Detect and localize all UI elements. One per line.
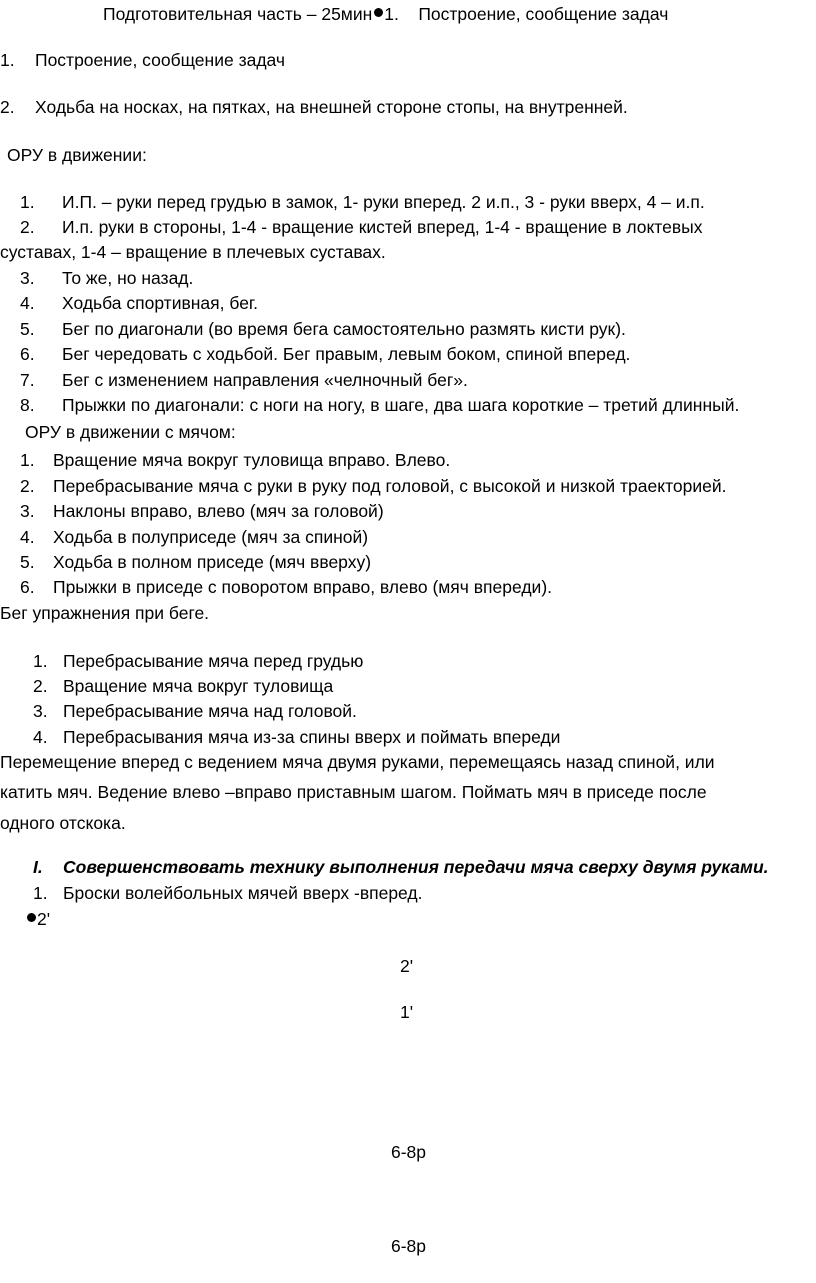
list-item: И.п. руки в стороны, 1-4 - вращение кистей вперед, 1-4 - вращение в локтевых [62,217,703,237]
header-first-item: 1. Построение, сообщение задач [384,4,669,24]
oru-heading: ОРУ в движении: [7,145,147,165]
list-number: 6. [20,344,35,364]
list-item: Броски волейбольных мячей вверх -вперед. [63,883,423,903]
list-item: Построение, сообщение задач [35,50,286,70]
list-number: 2. [20,217,35,237]
list-number: 6. [20,577,35,597]
paragraph-line: одного отскока. [0,813,126,833]
list-number: 3. [20,501,35,521]
section-title: Совершенствовать технику выполнения передачи мяча сверху двумя руками. [63,857,769,877]
bullet-icon [374,8,383,17]
reps-value: 6-8р [391,1236,427,1256]
list-number: 1. [0,50,15,70]
list-number: 2. [33,676,48,696]
list-item: То же, но назад. [62,268,194,288]
list-number: 8. [20,395,35,415]
list-number: 3. [33,701,48,721]
list-number: 1. [33,883,48,903]
ball-heading: ОРУ в движении с мячом: [25,422,236,442]
time-value: 2' [400,956,414,976]
list-number: 1. [20,450,35,470]
list-number: 2. [20,476,35,496]
header-line [103,6,668,24]
list-number: 4. [33,727,48,747]
list-item: Ходьба в полуприседе (мяч за спиной) [53,527,369,547]
bullet-value: 2' [37,909,51,929]
list-item: Перебрасывания мяча из-за спины вверх и поймать впереди [63,727,561,747]
list-item: Бег чередовать с ходьбой. Бег правым, левым боком, спиной вперед. [62,344,631,364]
list-number: 5. [20,552,35,572]
list-item: Ходьба в полном приседе (мяч вверху) [53,552,372,572]
list-number: 4. [20,527,35,547]
list-item: Наклоны вправо, влево (мяч за головой) [53,501,384,521]
bullet-icon [27,913,36,922]
list-number: 4. [20,293,35,313]
list-item: Перебрасывание мяча с руки в руку под головой, с высокой и низкой траекторией. [53,476,727,496]
list-item-continuation: суставах, 1-4 – вращение в плечевых суставах. [0,242,386,262]
list-number: 3. [20,268,35,288]
list-item: Перебрасывание мяча перед грудью [63,651,364,671]
list-number: 7. [20,370,35,390]
list-item: Перебрасывание мяча над головой. [63,701,357,721]
list-item: Бег по диагонали (во время бега самостоятельно размять кисти рук). [62,319,626,339]
paragraph-line: катить мяч. Ведение влево –вправо приставным шагом. Поймать мяч в приседе после [0,782,707,802]
list-item: Ходьба на носках, на пятках, на внешней стороне стопы, на внутренней. [35,97,628,117]
list-item: Бег с изменением направления «челночный бег». [62,370,468,390]
bullet-line [27,911,50,929]
list-item: И.П. – руки перед грудью в замок, 1- руки вперед. 2 и.п., 3 - руки вверх, 4 – и.п. [62,192,705,212]
list-number: 5. [20,319,35,339]
list-item: Вращение мяча вокруг туловища вправо. Влево. [53,450,451,470]
time-value: 1' [400,1002,414,1022]
reps-value: 6-8р [391,1142,427,1162]
list-number: 1. [20,192,35,212]
list-number: 1. [33,651,48,671]
list-item: Прыжки в приседе с поворотом вправо, влево (мяч впереди). [53,577,553,597]
section-number: I. [33,857,43,877]
list-item: Вращение мяча вокруг туловища [63,676,334,696]
list-number: 2. [0,97,15,117]
list-item: Ходьба спортивная, бег. [62,293,259,313]
run-heading: Бег упражнения при беге. [0,603,210,623]
paragraph-line: Перемещение вперед с ведением мяча двумя руками, перемещаясь назад спиной, или [0,752,715,772]
list-item: Прыжки по диагонали: с ноги на ногу, в шаге, два шага короткие – третий длинный. [62,395,740,415]
part-label: Подготовительная часть – 25мин [103,4,373,24]
